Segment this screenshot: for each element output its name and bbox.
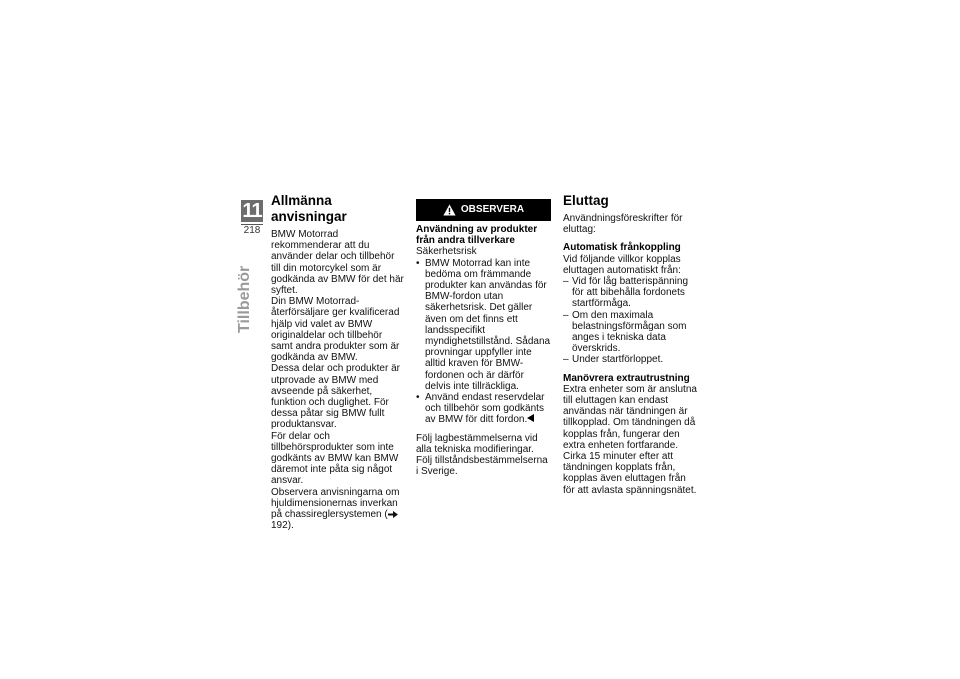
section-heading-general: Allmänna anvisningar — [271, 193, 347, 224]
chapter-title: Tillbehör — [236, 265, 253, 333]
subheading-auto-cutoff: Automatisk frånkoppling — [563, 242, 681, 254]
list-item — [563, 310, 699, 355]
column-general-instructions — [271, 193, 405, 531]
page-number: 218 — [243, 225, 261, 236]
notice-banner — [416, 199, 551, 221]
warning-triangle-icon — [443, 204, 456, 216]
end-of-section-icon — [527, 414, 534, 422]
bullet-marker: • — [416, 257, 420, 269]
bullet-marker: • — [416, 392, 420, 404]
notice-label: OBSERVERA — [460, 204, 525, 216]
paragraph: För delar och tillbehörsprodukter som inte godkänts av BMW kan BMW däremot inte påta sig något ansvar. — [271, 430, 399, 487]
notice-subheading: Säkerhetsrisk — [416, 246, 477, 258]
notice-list — [416, 258, 551, 426]
column-power-socket — [563, 193, 699, 496]
list-item-text: Under startförloppet. — [572, 354, 664, 366]
page-reference[interactable]: 192 — [271, 520, 288, 532]
paragraph-with-reference — [271, 487, 405, 532]
list-item — [563, 354, 699, 365]
page-reference-arrow-icon — [388, 511, 398, 518]
paragraph: Användningsföreskrifter för eluttag: — [563, 213, 683, 236]
paragraph-text-end: ). — [287, 520, 294, 532]
list-item-text: Om den maximala belastningsförmågan som anges i tekniska data överskrids. — [572, 309, 687, 355]
paragraph: Dessa delar och produkter är utprovade av BMW med avseende på säkerhet, funktion och duglighet. För dessa påtar sig BMW fullt produktansvar. — [271, 363, 400, 431]
paragraph: BMW Motorrad rekommenderar att du använder delar och tillbehör till din motorcykel som är godkända av BMW för det här syftet. — [271, 229, 404, 297]
paragraph: Följ lagbestämmelserna vid alla tekniska modifieringar. Följ tillståndsbestämmelserna i Sverige. — [416, 432, 548, 478]
list-item — [416, 258, 551, 392]
paragraph: Extra enheter som är anslutna till eluttagen kan endast användas när tändningen är tillkopplad. Om tändningen då kopplas från, fungerar den extra enheten fortfarande. Cirka 15 minuter efter att tändningen kopplats från, kopplas även eluttagen från för att avlasta spänningsnätet. — [563, 383, 697, 496]
list-item-text: BMW Motorrad kan inte bedöma om främmande produkter kan användas för BMW-fordon utan säkerhetsrisk. Det gäller även om det finns ett landsspecifikt myndighetstillstånd. Sådana provningar uppfyller inte alltid kraven för BMW-fordonen och är därför delvis inte tillräckliga. — [425, 257, 551, 392]
dash-marker: – — [563, 354, 569, 366]
list-item-text: Använd endast reservdelar och tillbehör som godkänts av BMW för ditt fordon. — [425, 392, 545, 426]
list-item — [416, 392, 551, 426]
column-notice — [416, 199, 551, 477]
dash-marker: – — [563, 276, 569, 288]
paragraph: Din BMW Motorrad-återförsäljare ger kvalificerad hjälp vid valet av BMW originaldelar och tillbehör samt andra produkter som är godkända av BMW. — [271, 296, 400, 364]
paragraph: Vid följande villkor kopplas eluttagen automatiskt från: — [563, 253, 681, 276]
paragraph-text: Observera anvisningarna om hjuldimensionernas inverkan på chassireglersystemen ( — [271, 486, 400, 521]
notice-heading: Användning av produkter från andra tillverkare — [416, 224, 538, 247]
list-item-text: Vid för låg batterispänning för att bibehålla fordonets startförmåga. — [572, 276, 689, 310]
conditions-list — [563, 276, 699, 366]
section-heading-socket: Eluttag — [563, 193, 609, 208]
subheading-extra-equipment: Manövrera extrautrustning — [563, 372, 690, 384]
list-item — [563, 276, 699, 310]
dash-marker: – — [563, 309, 569, 321]
chapter-number: 11 — [242, 200, 262, 222]
